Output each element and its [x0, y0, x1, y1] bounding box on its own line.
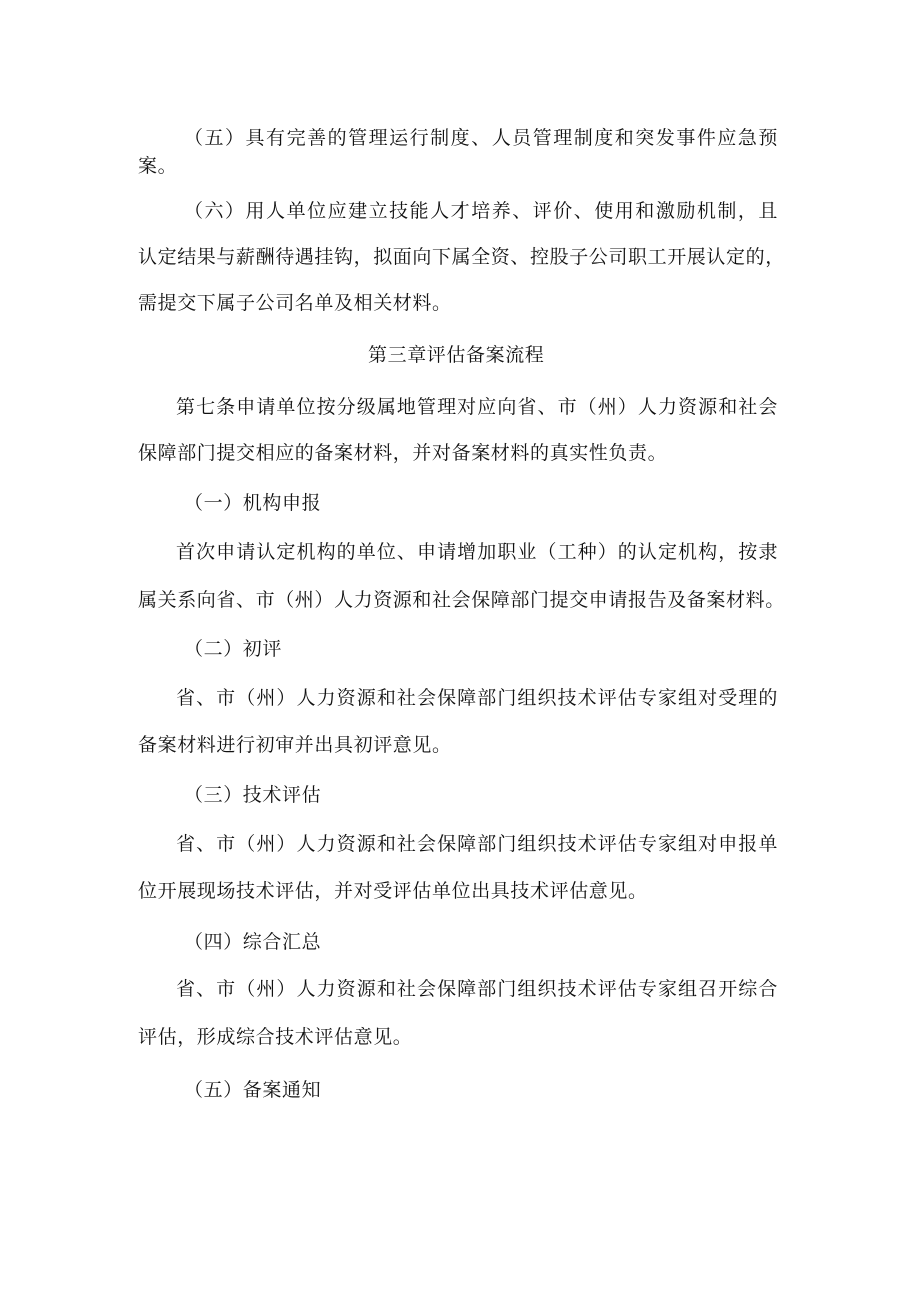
section-4-line-2: 评估，形成综合技术评估意见。	[138, 1026, 413, 1048]
section-2-heading: （二）初评	[184, 638, 283, 660]
section-4-line-1: 省、市（州）人力资源和社会保障部门组织技术评估专家组召开综合	[176, 978, 778, 1000]
section-3-line-2: 位开展现场技术评估，并对受评估单位出具技术评估意见。	[138, 880, 648, 902]
section-1-line-1: 首次申请认定机构的单位、申请增加职业（工种）的认定机构，按隶	[176, 541, 778, 563]
section-5-heading: （五）备案通知	[184, 1079, 322, 1101]
section-3-heading: （三）技术评估	[184, 784, 322, 806]
section-3-line-1: 省、市（州）人力资源和社会保障部门组织技术评估专家组对申报单	[176, 833, 778, 855]
paragraph-5-line-2: 案。	[138, 155, 178, 177]
paragraph-6-line-3: 需提交下属子公司名单及相关材料。	[138, 292, 452, 314]
section-2-line-1: 省、市（州）人力资源和社会保障部门组织技术评估专家组对受理的	[176, 687, 778, 709]
paragraph-6-line-1: （六）用人单位应建立技能人才培养、评价、使用和激励机制，且	[184, 200, 778, 222]
paragraph-5-line-1: （五）具有完善的管理运行制度、人员管理制度和突发事件应急预	[184, 127, 778, 149]
section-1-heading: （一）机构申报	[184, 492, 322, 514]
article-7-line-2: 保障部门提交相应的备案材料，并对备案材料的真实性负责。	[138, 442, 668, 464]
section-1-line-2: 属关系向省、市（州）人力资源和社会保障部门提交申请报告及备案材料。	[138, 589, 785, 611]
paragraph-6-line-2: 认定结果与薪酬待遇挂钩，拟面向下属全资、控股子公司职工开展认定的，	[138, 246, 785, 268]
section-2-line-2: 备案材料进行初审并出具初评意见。	[138, 734, 452, 756]
chapter-heading: 第三章评估备案流程	[368, 344, 545, 366]
article-7-line-1: 第七条申请单位按分级属地管理对应向省、市（州）人力资源和社会	[176, 396, 778, 418]
section-4-heading: （四）综合汇总	[184, 931, 322, 953]
